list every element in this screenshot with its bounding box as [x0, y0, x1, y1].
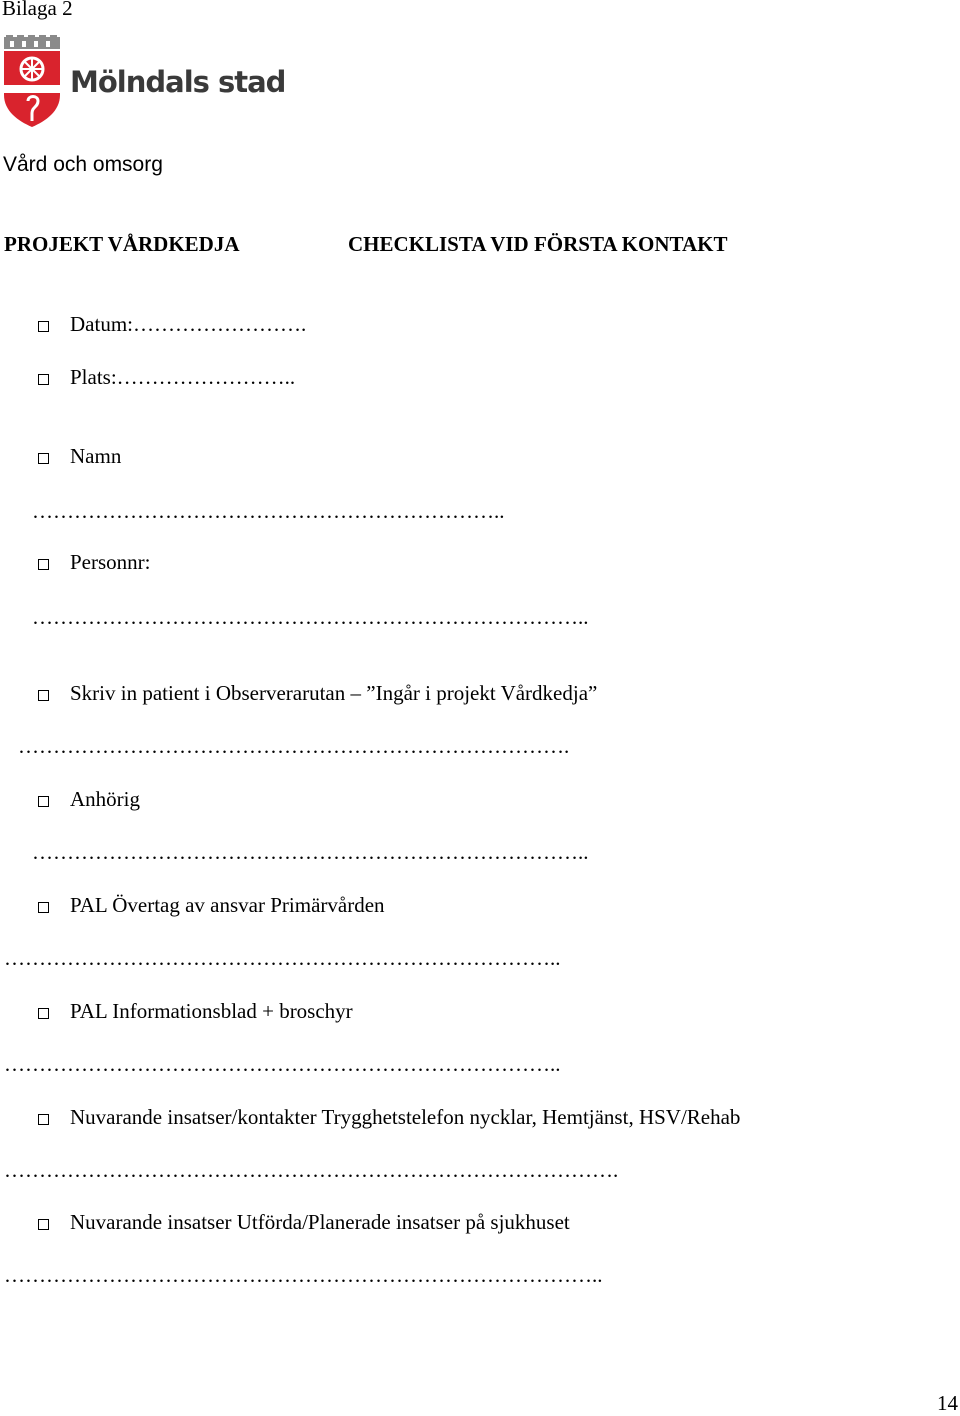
- item-label: Plats:……………………..: [70, 365, 296, 389]
- checklist-item-nuvarande-insatser: [38, 1210, 570, 1235]
- checklist-item-personnr: [38, 550, 151, 575]
- checkbox-icon[interactable]: [38, 690, 49, 701]
- item-label: Personnr:: [70, 550, 151, 574]
- checklist-heading: CHECKLISTA VID FÖRSTA KONTAKT: [348, 232, 728, 256]
- item-label: Datum:…………………….: [70, 312, 307, 336]
- checklist-item-datum: [38, 312, 306, 337]
- checklist-item-pal-overtag: [38, 893, 385, 918]
- fill-in-line: …………………………………………………………..: [32, 499, 505, 523]
- municipality-logo: [2, 35, 292, 130]
- checklist-item-namn: [38, 444, 121, 469]
- fill-in-line: ……………………………………………………………………..: [32, 840, 589, 864]
- checkbox-icon[interactable]: [38, 559, 49, 570]
- item-label: PAL Övertag av ansvar Primärvården: [70, 893, 385, 917]
- fill-in-line: ……………………………………………………………………..: [4, 1052, 561, 1076]
- checkbox-icon[interactable]: [38, 453, 49, 464]
- checkbox-icon[interactable]: [38, 902, 49, 913]
- checklist-item-plats: [38, 365, 295, 390]
- item-label: PAL Informationsblad + broschyr: [70, 999, 353, 1023]
- checkbox-icon[interactable]: [38, 321, 49, 332]
- item-label: Skriv in patient i Observerarutan – ”Ingår i projekt Vårdkedja”: [70, 681, 598, 705]
- municipality-name: Mölndals stad: [70, 65, 286, 99]
- checklist-item-nuvarande-kontakter: [38, 1105, 740, 1130]
- checkbox-icon[interactable]: [38, 374, 49, 385]
- checkbox-icon[interactable]: [38, 1114, 49, 1125]
- fill-in-line: ……………………………………………………………………..: [4, 946, 561, 970]
- checklist-item-observerarutan: [38, 681, 597, 706]
- item-label: Nuvarande insatser/kontakter Trygghetstelefon nycklar, Hemtjänst, HSV/Rehab: [70, 1105, 741, 1129]
- project-heading: PROJEKT VÅRDKEDJA: [4, 232, 240, 256]
- fill-in-line: …………………………………………………………………………….: [4, 1158, 619, 1182]
- checklist-item-anhorig: [38, 787, 140, 812]
- checkbox-icon[interactable]: [38, 796, 49, 807]
- fill-in-line: ……………………………………………………………………..: [32, 605, 589, 629]
- coat-of-arms-icon: [2, 35, 64, 130]
- item-label: Nuvarande insatser Utförda/Planerade insatser på sjukhuset: [70, 1210, 570, 1234]
- attachment-label: Bilaga 2: [2, 0, 73, 20]
- checkbox-icon[interactable]: [38, 1219, 49, 1230]
- checklist-item-pal-informationsblad: [38, 999, 353, 1024]
- item-label: Namn: [70, 444, 122, 468]
- checkbox-icon[interactable]: [38, 1008, 49, 1019]
- fill-in-line: …………………………………………………………………….: [18, 734, 570, 758]
- fill-in-line: …………………………………………………………………………..: [4, 1263, 603, 1287]
- page-number: 14: [937, 1391, 958, 1415]
- department-name: Vård och omsorg: [3, 153, 163, 176]
- item-label: Anhörig: [70, 787, 140, 811]
